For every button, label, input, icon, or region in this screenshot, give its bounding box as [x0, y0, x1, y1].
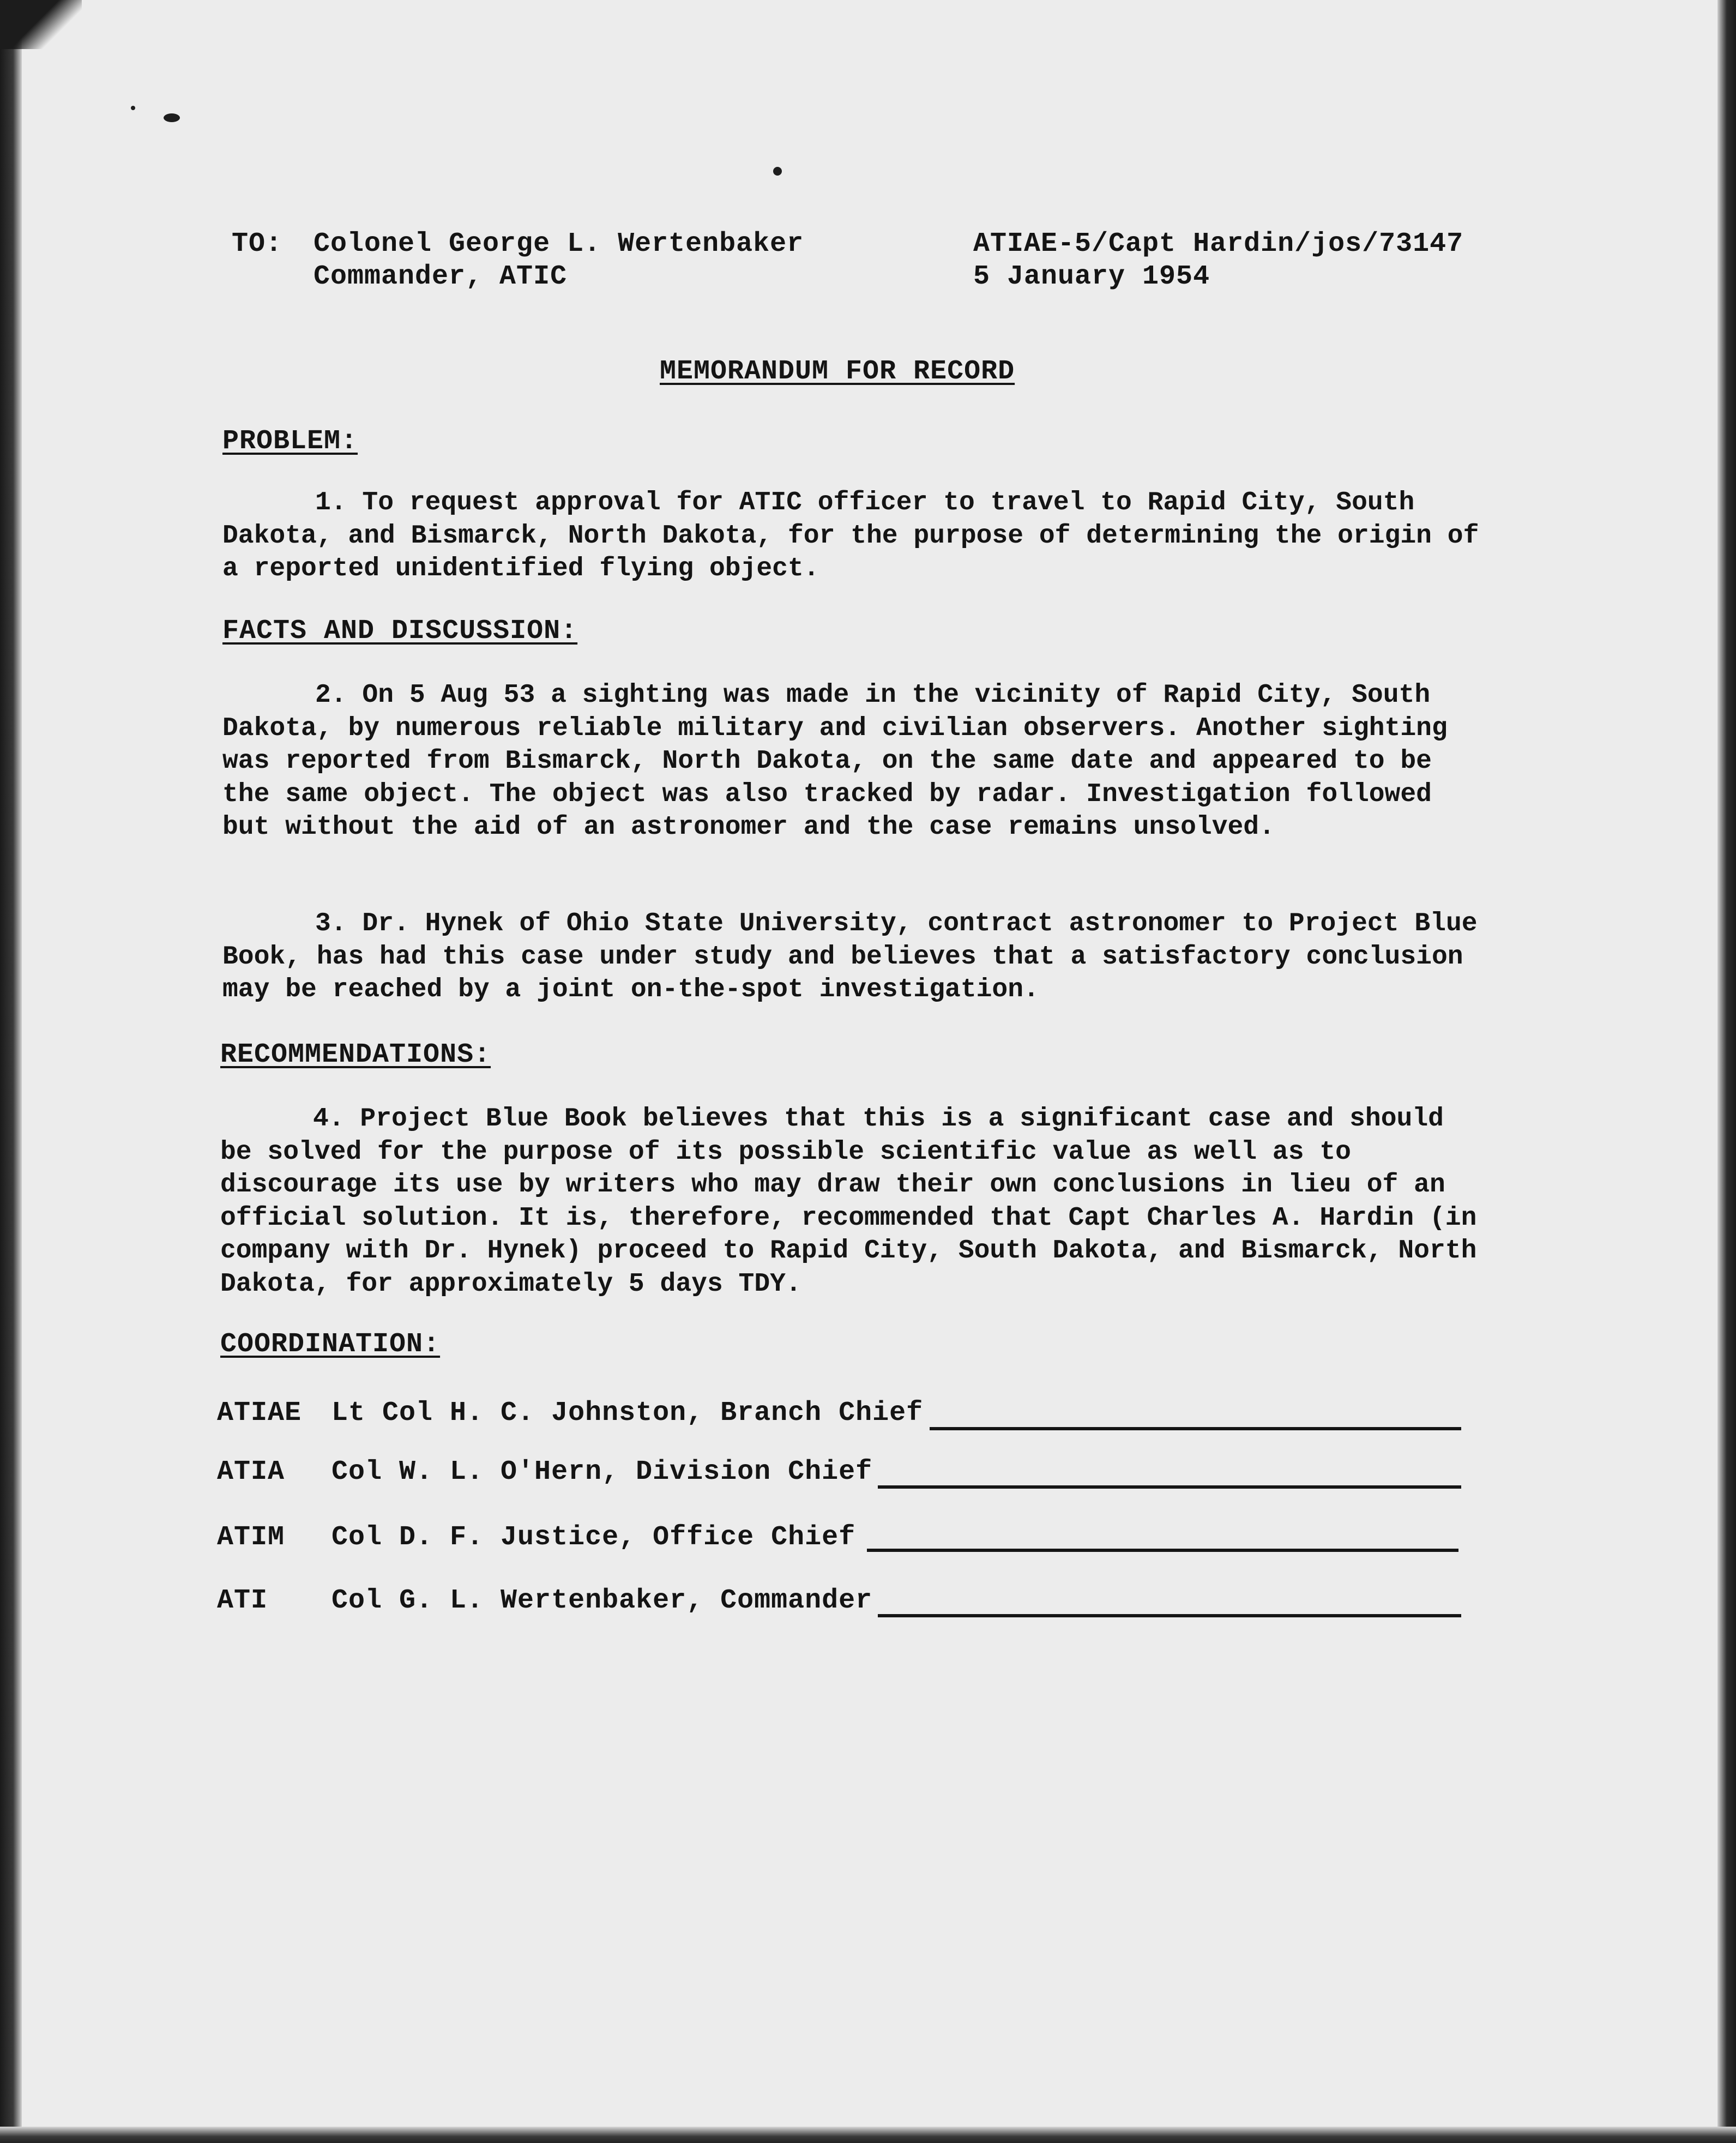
speck-mark — [164, 113, 180, 122]
speck-mark — [131, 106, 135, 110]
memo-date: 5 January 1954 — [973, 261, 1210, 292]
coord-office-code: ATIM — [217, 1522, 285, 1553]
signature-line[interactable] — [867, 1549, 1458, 1552]
recommendations-paragraph: 4. Project Blue Book believes that this is a significant case and should be solved for the purpose of its possible scientific value as well as to discourage its use by writers who may draw their own conclusions in lieu of an official solution. It is, therefore, recommended that Capt Charles A. Hardin (in company with Dr. Hynek) proceed to Rapid City, South Dakota, and Bismarck, North Dakota, for approximately 5 days TDY. — [220, 1104, 1477, 1299]
signature-line[interactable] — [878, 1614, 1461, 1617]
coord-office-code: ATIAE — [217, 1398, 302, 1429]
to-label: TO: — [232, 228, 283, 260]
scan-corner — [0, 0, 82, 49]
coordination-heading: COORDINATION: — [220, 1329, 441, 1360]
signature-line[interactable] — [930, 1427, 1461, 1430]
coord-office-code: ATIA — [217, 1456, 285, 1488]
problem-paragraph: 1. To request approval for ATIC officer to travel to Rapid City, South Dakota, and Bismarck, North Dakota, for the purpose of determining the origin of a reported unidentified flying object. — [222, 488, 1479, 583]
coord-person: Col D. F. Justice, Office Chief — [331, 1522, 856, 1553]
to-name: Colonel George L. Wertenbaker — [314, 228, 804, 260]
scan-edge-left — [0, 0, 22, 2143]
facts-heading: FACTS AND DISCUSSION: — [222, 616, 578, 647]
scan-edge-right — [1717, 0, 1736, 2143]
reference-code: ATIAE-5/Capt Hardin/jos/73147 — [973, 228, 1464, 260]
coord-person: Col W. L. O'Hern, Division Chief — [331, 1456, 873, 1488]
facts-paragraph-2: 2. On 5 Aug 53 a sighting was made in the vicinity of Rapid City, South Dakota, by numerous reliable military and civilian observers. Another sighting was reported from Bismarck, North Dakota, on the same date and appeared to be the same object. The object was also tracked by radar. Investigation followed but without the aid of an astronomer and the case remains unsolved. — [222, 681, 1448, 842]
coord-office-code: ATI — [217, 1585, 268, 1616]
coord-person: Lt Col H. C. Johnston, Branch Chief — [331, 1398, 924, 1429]
to-title: Commander, ATIC — [314, 261, 568, 292]
problem-heading: PROBLEM: — [222, 426, 358, 457]
recommendations-heading: RECOMMENDATIONS: — [220, 1039, 491, 1070]
scan-edge-bottom — [0, 2127, 1736, 2143]
coord-person: Col G. L. Wertenbaker, Commander — [331, 1585, 873, 1616]
memo-title: MEMORANDUM FOR RECORD — [660, 356, 1015, 387]
facts-paragraph-3: 3. Dr. Hynek of Ohio State University, contract astronomer to Project Blue Book, has had this case under study and believes that a satisfactory conclusion may be reached by a joint on-the-spot investigation. — [222, 909, 1478, 1004]
speck-mark — [773, 167, 782, 176]
signature-line[interactable] — [878, 1485, 1461, 1489]
